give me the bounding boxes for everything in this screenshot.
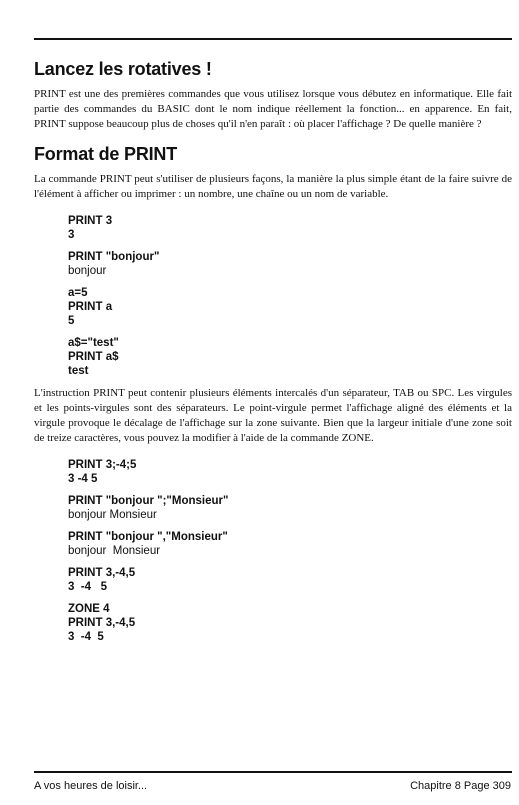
code-line: a$="test" [68,337,119,349]
code-line: bonjour Monsieur [68,545,161,557]
code-line: 5 [68,315,75,327]
code-example [68,214,512,242]
code-examples-basic [68,214,512,378]
code-line: a=5 [68,287,88,299]
code-example [68,250,512,278]
code-line: bonjour Monsieur [68,509,157,521]
code-example [68,530,512,558]
code-line: 3 -4 5 [68,473,98,485]
top-rule [34,38,512,40]
code-line: ZONE 4 [68,603,110,615]
footer-book-title: A vos heures de loisir... [34,780,148,792]
code-example [68,458,512,486]
code-line: test [68,365,89,377]
code-example [68,602,512,644]
code-line: PRINT 3;-4;5 [68,459,137,471]
section-title-format: Format de PRINT [34,144,178,164]
code-line: PRINT 3,-4,5 [68,617,136,629]
page-content [34,48,512,652]
code-example [68,336,512,378]
code-line: PRINT a [68,301,113,313]
code-line: 3 -4 5 [68,631,104,643]
code-line: PRINT 3 [68,215,113,227]
paragraph-format-intro: La commande PRINT peut s'utiliser de plusieurs façons, la manière la plus simple étant de la faire suivre de l'élément à afficher ou imprimer : un nombre, une chaîne ou un nom de variable. [34,173,512,200]
code-line: 3 [68,229,75,241]
code-line: bonjour [68,265,107,277]
code-line: PRINT "bonjour ","Monsieur" [68,531,228,543]
paragraph-print-intro: PRINT est une des premières commandes que vous utilisez lorsque vous débutez en informatique. Elle fait partie des commandes du BASIC dont le nom indique réellement la fonction... en apparence. En fait, PRINT suppose beaucoup plus de choses qu'il n'en paraît : où placer l'affichage ? De quelle manière ? [34,88,512,130]
code-example [68,494,512,522]
paragraph-separators: L'instruction PRINT peut contenir plusieurs éléments intercalés d'un séparateur, TAB ou SPC. Les virgules et les points-virgules sont des séparateurs. Le point-virgule permet l'affichage aligné des éléments et la virgule provoque le décalage de l'affichage sur la zone suivante. Bien que la largeur initiale d'une zone soit de treize caractères, vous pouvez la modifier à l'aide de la commande ZONE. [34,387,512,444]
code-examples-separators [68,458,512,644]
code-line: 3 -4 5 [68,581,107,593]
code-line: PRINT a$ [68,351,119,363]
code-line: PRINT "bonjour ";"Monsieur" [68,495,229,507]
code-line: PRINT 3,-4,5 [68,567,136,579]
code-example [68,286,512,328]
section-title-rotatives: Lancez les rotatives ! [34,59,212,79]
bottom-rule [34,771,512,773]
code-example [68,566,512,594]
footer-page-number: Chapitre 8 Page 309 [410,780,511,792]
code-line: PRINT "bonjour" [68,251,160,263]
